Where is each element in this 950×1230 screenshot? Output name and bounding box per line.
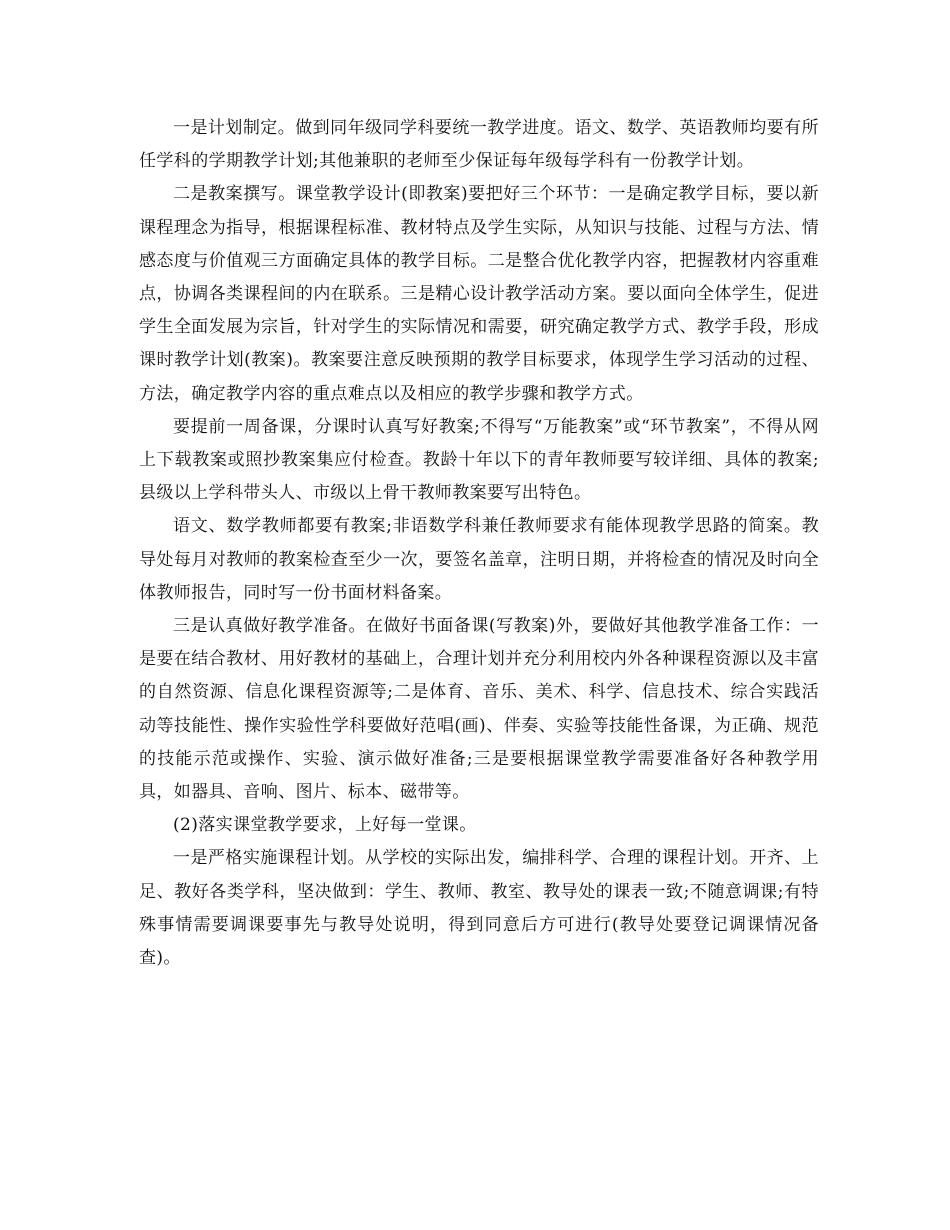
paragraph-advance-preparation: 要提前一周备课，分课时认真写好教案;不得写“万能教案”或“环节教案”，不得从网上下载教案或照抄教案集应付检查。教龄十年以下的青年教师要写较详细、具体的教案;县级以上学科带头人、市级以上骨干教师教案要写出特色。	[139, 416, 819, 504]
paragraph-lesson-plan-inspection: 语文、数学教师都要有教案;非语数学科兼任教师要求有能体现教学思路的简案。教导处每月对教师的教案检查至少一次，要签名盖章，注明日期，并将检查的情况及时向全体教师报告，同时写一份书面材料备案。	[139, 516, 819, 603]
paragraph-teaching-preparation: 三是认真做好教学准备。在做好书面备课(写教案)外，要做好其他教学准备工作：一是要在结合教材、用好教材的基础上，合理计划并充分利用校内外各种课程资源以及丰富的自然资源、信息化课程资源等;二是体育、音乐、美术、科学、信息技术、综合实践活动等技能性、操作实验性学科要做好范唱(画)、伴奏、实验等技能性备课，为正确、规范的技能示范或操作、实验、演示做好准备;三是要根据课堂教学需要准备好各种教学用具，如器具、音响、图片、标本、磁带等。	[139, 616, 819, 803]
paragraph-section-heading: (2)落实课堂教学要求，上好每一堂课。	[173, 815, 477, 836]
paragraph-lesson-plan-writing: 二是教案撰写。课堂教学设计(即教案)要把好三个环节：一是确定教学目标，要以新课程理念为指导，根据课程标准、教材特点及学生实际，从知识与技能、过程与方法、情感态度与价值观三方面确定具体的教学目标。二是整合优化教学内容，把握教材内容重难点，协调各类课程间的内在联系。三是精心设计教学活动方案。要以面向全体学生，促进学生全面发展为宗旨，针对学生的实际情况和需要，研究确定教学方式、教学手段，形成课时教学计划(教案)。教案要注意反映预期的教学目标要求，体现学生学习活动的过程、方法，确定教学内容的重点难点以及相应的教学步骤和教学方式。	[139, 184, 819, 404]
paragraph-plan-making: 一是计划制定。做到同年级同学科要统一教学进度。语文、数学、英语教师均要有所任学科的学期教学计划;其他兼职的老师至少保证每年级每学科有一份教学计划。	[139, 118, 819, 172]
paragraph-curriculum-plan: 一是严格实施课程计划。从学校的实际出发，编排科学、合理的课程计划。开齐、上足、教好各类学科，坚决做到：学生、教师、教室、教导处的课表一致;不随意调课;有特殊事情需要调课要事先与教导处说明，得到同意后方可进行(教导处要登记调课情况备查)。	[139, 848, 819, 969]
document-body	[139, 112, 819, 975]
